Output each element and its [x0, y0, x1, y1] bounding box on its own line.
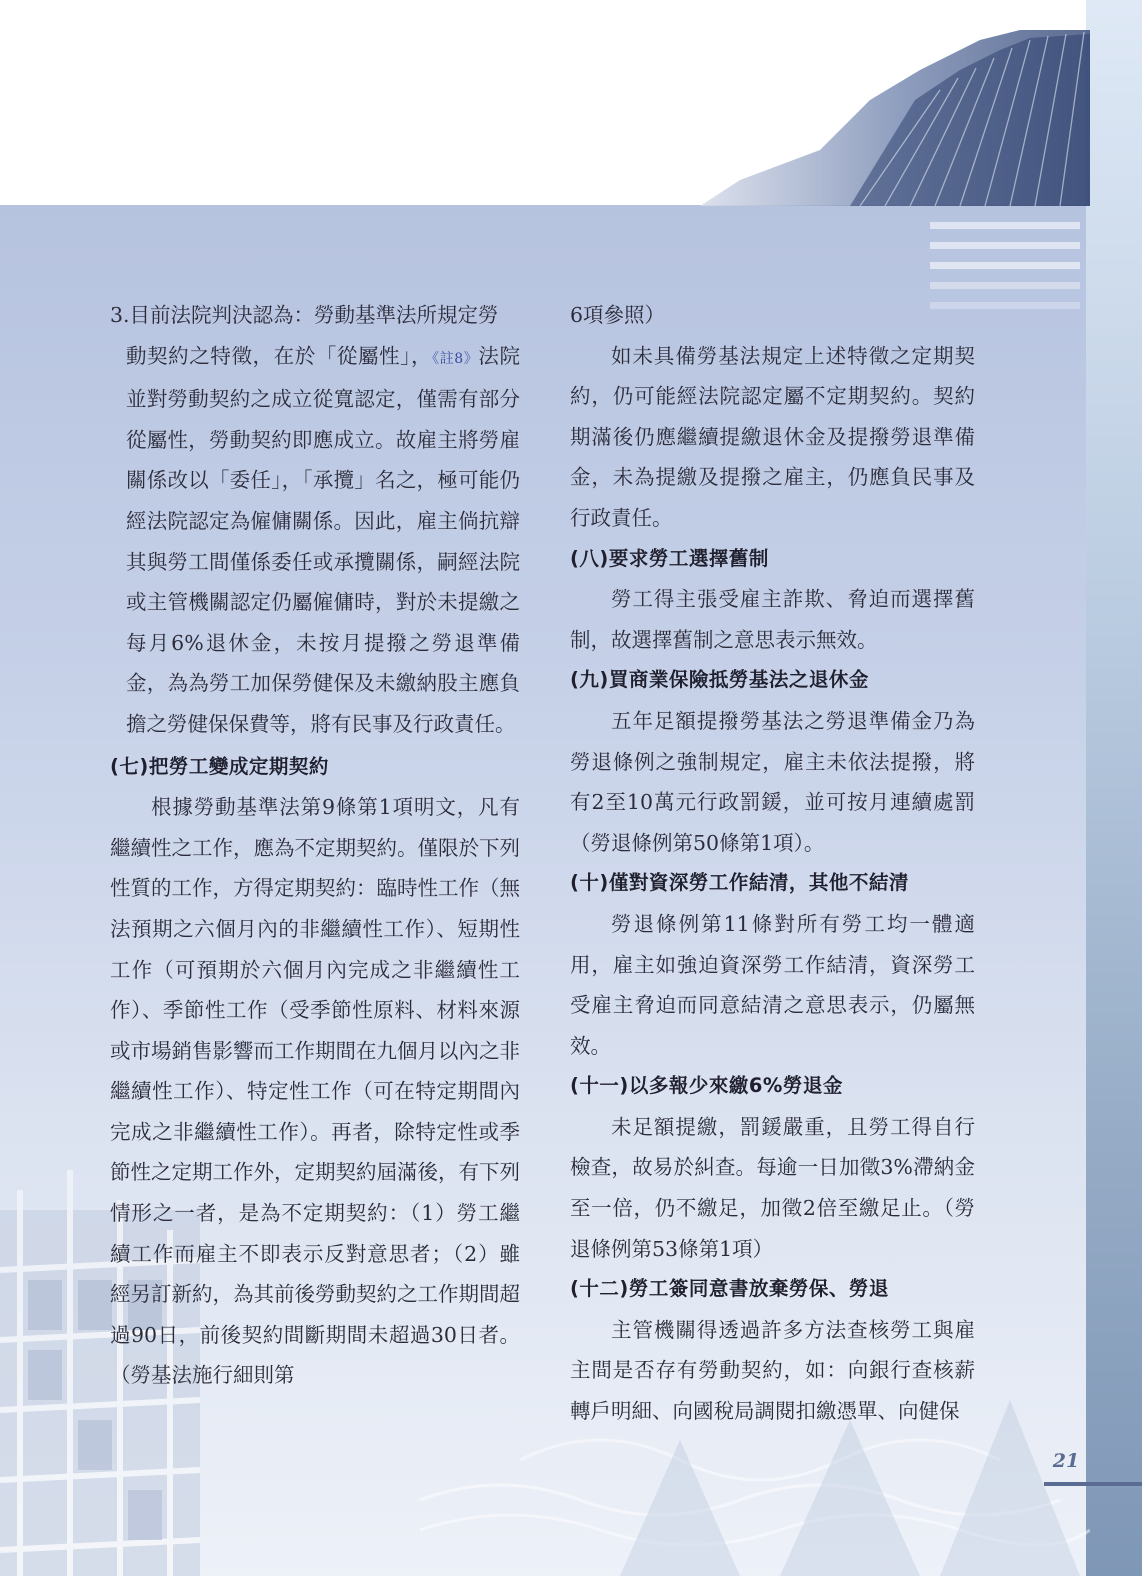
right-column — [570, 295, 975, 1432]
page-number-rule — [1044, 1482, 1142, 1486]
page-number: 21 — [1052, 1450, 1080, 1472]
glass-tower-image — [700, 30, 1090, 206]
paragraph-11: 未足額提繳，罰鍰嚴重，且勞工得自行檢查，故易於糾查。每逾一日加徵3%滯納金至一倍，仍不繳足，加徵2倍至繳足止。（勞退條例第53條第1項） — [570, 1114, 975, 1261]
left-column — [110, 295, 520, 1396]
item-3-paragraph — [110, 295, 520, 745]
heading-9: (九)買商業保險抵勞基法之退休金 — [570, 668, 869, 692]
heading-12: (十二)勞工簽同意書放棄勞保、勞退 — [570, 1277, 889, 1301]
heading-10: (十)僅對資深勞工作結清，其他不結清 — [570, 871, 909, 895]
heading-8: (八)要求勞工選擇舊制 — [570, 546, 769, 570]
paragraph-8: 勞工得主張受雇主詐欺、脅迫而選擇舊制，故選擇舊制之意思表示無效。 — [570, 587, 975, 652]
paragraph-fixed-term: 如未具備勞基法規定上述特徵之定期契約，仍可能經法院認定屬不定期契約。契約期滿後仍應繼續提繳退休金及提撥勞退準備金，未為提繳及提撥之雇主，仍應負民事及行政責任。 — [570, 343, 975, 530]
paragraph-7: 根據勞動基準法第9條第1項明文，凡有繼續性之工作，應為不定期契約。僅限於下列性質的工作，方得定期契約：臨時性工作（無法預期之六個月內的非繼續性工作）、短期性工作（可預期於六個月內完成之非繼續性工作）、季節性工作（受季節性原料、材料來源或市場銷售影響而工作期間在九個月以內之非繼續性工作）、特定性工作（可在特定期間內完成之非繼續性工作）。再者，除特定性或季節性之定期工作外，定期契約屆滿後，有下列情形之一者，是為不定期契約：（1）勞工繼續工作而雇主不即表示反對意思者；（2）雖經另訂新約，為其前後勞動契約之工作期間超過90日，前後契約間斷期間未超過30日者。（勞基法施行細則第 — [110, 795, 520, 1388]
footnote-marker: 《註8》 — [432, 350, 479, 367]
heading-7: (七)把勞工變成定期契約 — [110, 754, 329, 778]
heading-11: (十一)以多報少來繳6%勞退金 — [570, 1074, 843, 1098]
item-3-text-a: 動契約之特徵，在於「從屬性」， — [126, 343, 433, 368]
side-color-strip — [1086, 0, 1142, 1576]
paragraph-12: 主管機關得透過許多方法查核勞工與雇主間是否存有勞動契約，如：向銀行查核薪轉戶明細、向國稅局調閱扣繳憑單、向健保 — [570, 1317, 975, 1424]
item-3-text-b: 法院並對勞動契約之成立從寬認定，僅需有部分從屬性，勞動契約即應成立。故雇主將勞雇關係改以「委任」，「承攬」名之，極可能仍經法院認定為僱傭關係。因此，雇主倘抗辯其與勞工間僅係委任或承攬關係，嗣經法院或主管機關認定仍屬僱傭時，對於未提繳之每月6%退休金，未按月提撥之勞退準備金，為為勞工加保勞健保及未繳納股主應負擔之勞健保保費等，將有民事及行政責任。 — [126, 343, 520, 736]
paragraph-10: 勞退條例第11條對所有勞工均一體適用，雇主如強迫資深勞工作結清，資深勞工受雇主脅迫而同意結清之意思表示，仍屬無效。 — [570, 911, 975, 1058]
item-3-first-line: 3.目前法院判決認為：勞動基準法所規定勞 — [110, 303, 499, 327]
continuation-line: 6項參照） — [570, 303, 666, 327]
paragraph-9: 五年足額提撥勞基法之勞退準備金乃為勞退條例之強制規定，雇主未依法提撥，將有2至10萬元行政罰鍰，並可按月連續處罰（勞退條例第50條第1項）。 — [570, 708, 975, 855]
